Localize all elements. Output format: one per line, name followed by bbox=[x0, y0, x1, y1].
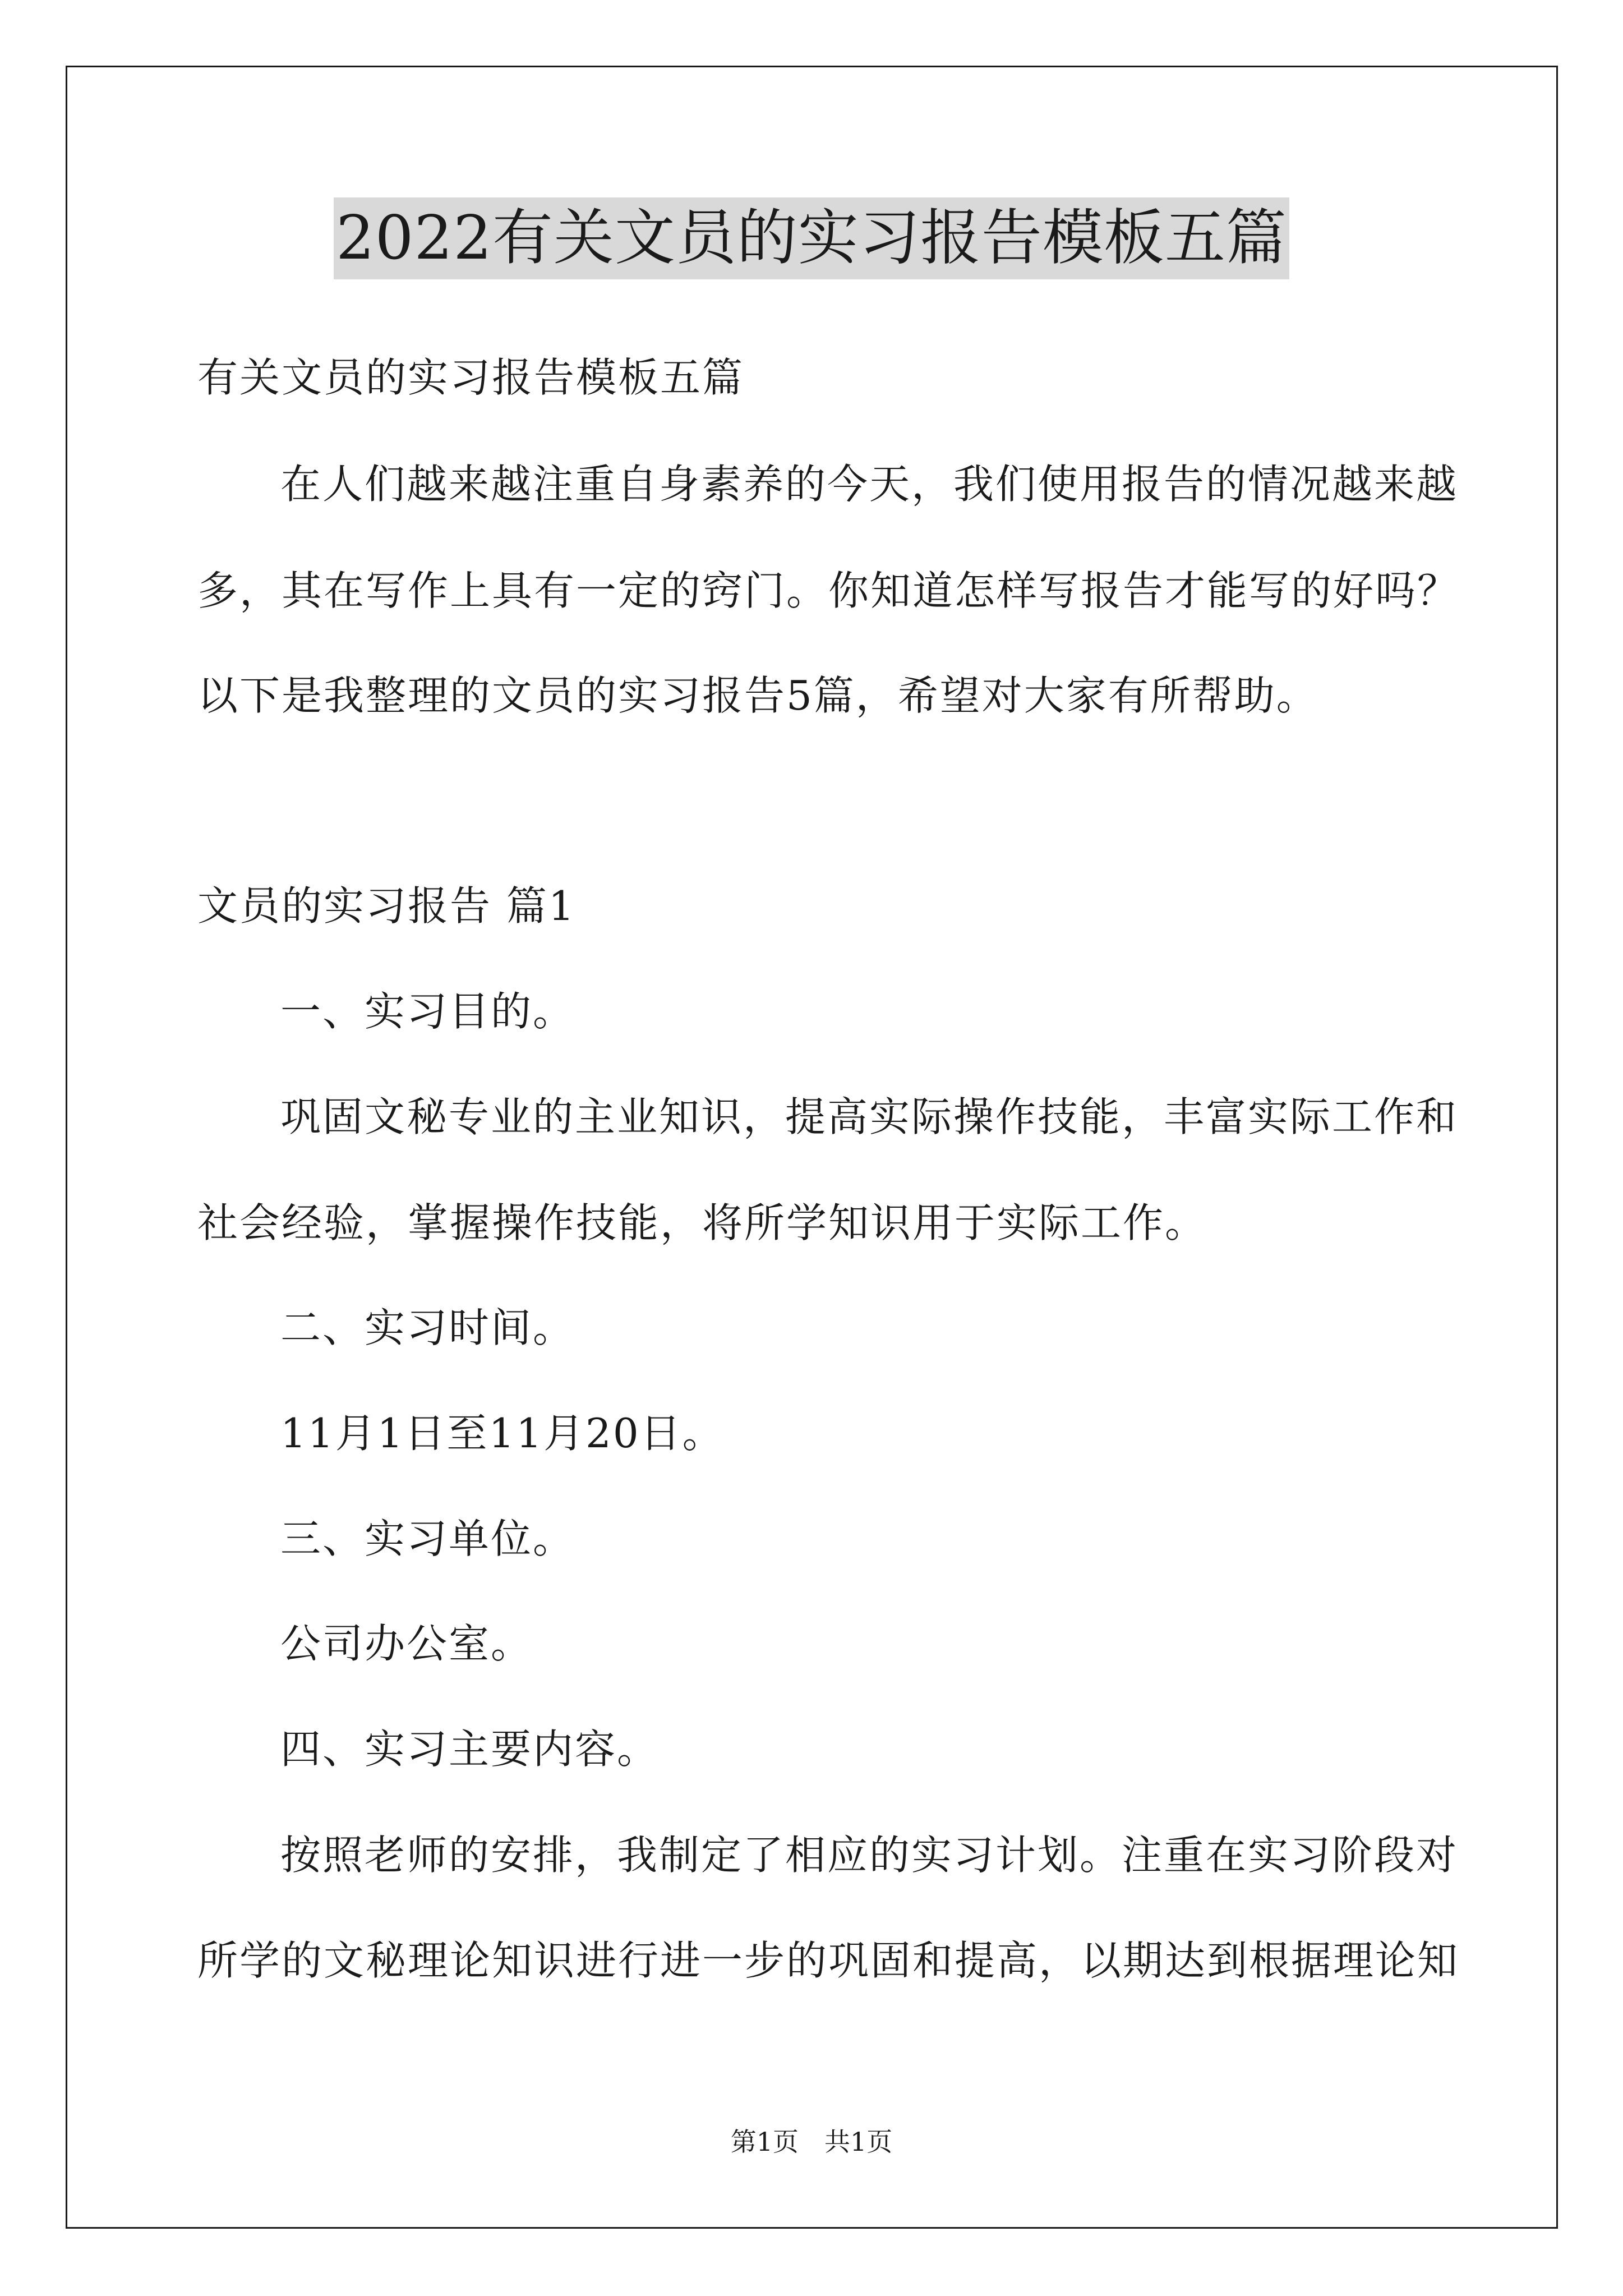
paragraph-line: 三、实习单位。 bbox=[280, 1515, 575, 1562]
page-footer: 第1页 共1页 bbox=[730, 2127, 893, 2157]
document-title: 2022有关文员的实习报告模板五篇 bbox=[334, 197, 1289, 279]
paragraph-line: 所学的文秘理论知识进行进一步的巩固和提高，以期达到根据理论知 bbox=[197, 1937, 1460, 1984]
paragraph-line: 在人们越来越注重自身素养的今天，我们使用报告的情况越来越 bbox=[280, 461, 1459, 508]
paragraph-line: 一、实习目的。 bbox=[280, 988, 575, 1035]
subtitle-line: 有关文员的实习报告模板五篇 bbox=[197, 354, 745, 401]
section-heading: 文员的实习报告 篇1 bbox=[197, 882, 576, 930]
paragraph-line: 11月1日至11月20日。 bbox=[280, 1410, 725, 1457]
paragraph-line: 巩固文秘专业的主业知识，提高实际操作技能，丰富实际工作和 bbox=[280, 1093, 1459, 1140]
paragraph-line: 四、实习主要内容。 bbox=[280, 1726, 660, 1773]
paragraph-line: 以下是我整理的文员的实习报告5篇，希望对大家有所帮助。 bbox=[197, 672, 1318, 719]
paragraph-line: 多，其在写作上具有一定的窍门。你知道怎样写报告才能写的好吗？ bbox=[197, 567, 1460, 614]
title-container bbox=[0, 197, 1623, 279]
paragraph-line: 社会经验，掌握操作技能，将所学知识用于实际工作。 bbox=[197, 1199, 1207, 1246]
paragraph-line: 二、实习时间。 bbox=[280, 1304, 575, 1351]
paragraph-line: 公司办公室。 bbox=[280, 1620, 533, 1667]
paragraph-line: 按照老师的安排，我制定了相应的实习计划。注重在实习阶段对 bbox=[280, 1832, 1459, 1879]
